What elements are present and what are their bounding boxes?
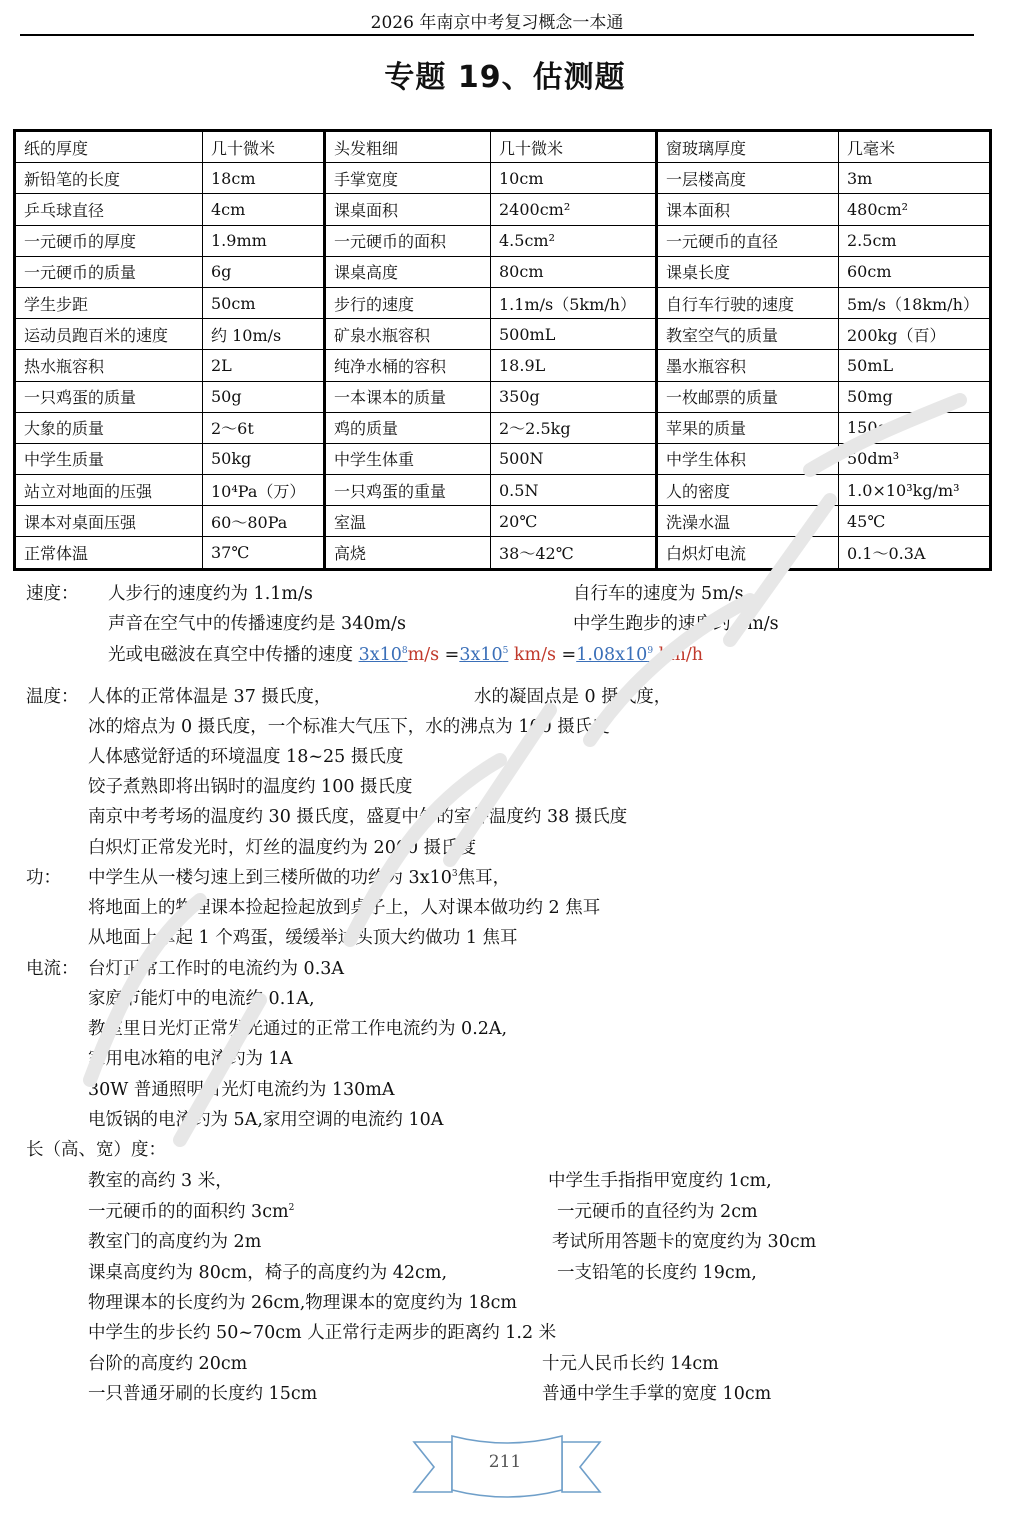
value-cell: 500N <box>491 443 657 474</box>
value-cell: 5m/s（18km/h） <box>839 287 991 318</box>
item-cell: 教室空气的质量 <box>657 319 839 350</box>
eq-2: = <box>555 645 577 665</box>
value-cell: 50mL <box>839 350 991 381</box>
length-line-1b: 中学生手指指甲宽度约 1cm, <box>548 1171 772 1191</box>
table-row <box>15 287 991 318</box>
item-cell: 窗玻璃厚度 <box>657 131 839 163</box>
light-speed-exp-3: 9 <box>647 646 654 656</box>
value-cell: 50kg <box>203 443 325 474</box>
item-cell: 纯净水桶的容积 <box>325 350 491 381</box>
item-cell: 人的密度 <box>657 475 839 506</box>
value-cell: 50cm <box>203 287 325 318</box>
item-cell: 高烧 <box>325 537 491 569</box>
table-row <box>15 225 991 256</box>
value-cell: 几十微米 <box>491 131 657 163</box>
light-speed-value-2 <box>459 645 508 665</box>
work-line-3: 从地面上拿起 1 个鸡蛋，缓缓举过头顶大约做功 1 焦耳 <box>88 928 518 948</box>
item-cell: 大象的质量 <box>15 412 203 443</box>
length-line-8b: 普通中学生手掌的宽度 10cm <box>542 1384 772 1404</box>
item-cell: 一只鸡蛋的质量 <box>15 381 203 412</box>
item-cell: 矿泉水瓶容积 <box>325 319 491 350</box>
item-cell: 一元硬币的直径 <box>657 225 839 256</box>
value-cell: 50dm³ <box>839 443 991 474</box>
light-speed-unit-2: km/s <box>513 645 556 665</box>
table-row <box>15 506 991 537</box>
item-cell: 纸的厚度 <box>15 131 203 163</box>
item-cell: 鸡的质量 <box>325 412 491 443</box>
value-cell: 0.1～0.3A <box>839 537 991 569</box>
item-cell: 乒乓球直径 <box>15 194 203 225</box>
temp-line-4: 饺子煮熟即将出锅时的温度约 100 摄氏度 <box>88 777 413 797</box>
estimation-table-body <box>15 131 991 570</box>
item-cell: 运动员跑百米的速度 <box>15 319 203 350</box>
current-line-5: 30W 普通照明日光灯电流约为 130mA <box>88 1080 395 1100</box>
item-cell: 热水瓶容积 <box>15 350 203 381</box>
item-cell: 墨水瓶容积 <box>657 350 839 381</box>
table-row <box>15 256 991 287</box>
value-cell: 18cm <box>203 163 325 194</box>
speed-line-3 <box>108 647 703 665</box>
length-line-8a: 一只普通牙刷的长度约 15cm <box>88 1384 318 1404</box>
current-line-2: 家庭节能灯中的电流约 0.1A, <box>88 989 315 1009</box>
value-cell: 200kg（百） <box>839 319 991 350</box>
value-cell: 45℃ <box>839 506 991 537</box>
table-row <box>15 163 991 194</box>
light-speed-value-1 <box>359 645 408 665</box>
header-rule <box>20 34 974 36</box>
light-speed-base-3: 1.08x10 <box>576 645 648 665</box>
table-row <box>15 319 991 350</box>
value-cell: 500mL <box>491 319 657 350</box>
speed-label: 速度： <box>26 584 79 604</box>
value-cell: 6g <box>203 256 325 287</box>
length-line-7b: 十元人民币长约 14cm <box>542 1354 719 1374</box>
work-label: 功： <box>26 868 61 888</box>
speed-line-2b: 中学生跑步的速度约 4m/s <box>573 614 779 634</box>
item-cell: 课桌面积 <box>325 194 491 225</box>
table-row <box>15 475 991 506</box>
item-cell: 课本面积 <box>657 194 839 225</box>
work-line-1-exp: 3 <box>451 869 458 879</box>
item-cell: 新铅笔的长度 <box>15 163 203 194</box>
temp-line-1b: 水的凝固点是 0 摄氏度， <box>474 687 672 707</box>
length-line-2b: 一元硬币的直径约为 2cm <box>557 1202 758 1222</box>
speed-line-1a: 人步行的速度约为 1.1m/s <box>108 584 313 604</box>
current-line-4: 家用电冰箱的电流约为 1A <box>88 1049 293 1069</box>
light-speed-exp-1: 8 <box>401 646 408 656</box>
estimation-table <box>13 129 992 571</box>
running-header: 2026 年南京中考复习概念一本通 <box>370 13 624 33</box>
light-speed-base-1: 3x10 <box>358 645 402 665</box>
item-cell: 步行的速度 <box>325 287 491 318</box>
value-cell: 2.5cm <box>839 225 991 256</box>
value-cell: 38～42℃ <box>491 537 657 569</box>
length-line-2a-text: 一元硬币的的面积约 3cm <box>88 1202 289 1222</box>
temp-line-5: 南京中考考场的温度约 30 摄氏度，盛夏中午的室外温度约 38 摄氏度 <box>88 807 628 827</box>
item-cell: 室温 <box>325 506 491 537</box>
work-line-2: 将地面上的物理课本捡起捡起放到桌子上，人对课本做功约 2 焦耳 <box>88 898 601 918</box>
value-cell: 1.1m/s（5km/h） <box>491 287 657 318</box>
length-line-2a <box>88 1204 294 1222</box>
value-cell: 18.9L <box>491 350 657 381</box>
item-cell: 一元硬币的厚度 <box>15 225 203 256</box>
length-label: 长（高、宽）度： <box>26 1140 166 1160</box>
light-speed-exp-2: 5 <box>502 646 509 656</box>
length-line-3b: 考试所用答题卡的宽度约为 30cm <box>552 1232 817 1252</box>
temp-line-6: 白炽灯正常发光时，灯丝的温度约为 2000 摄氏度 <box>88 838 477 858</box>
speed-line-2a: 声音在空气中的传播速度约是 340m/s <box>108 614 406 634</box>
value-cell: 350g <box>491 381 657 412</box>
length-line-4b: 一支铅笔的长度约 19cm, <box>557 1263 757 1283</box>
item-cell: 正常体温 <box>15 537 203 569</box>
value-cell: 480cm² <box>839 194 991 225</box>
page-title: 专题 19、估测题 <box>384 60 626 95</box>
value-cell: 50mg <box>839 381 991 412</box>
value-cell: 37℃ <box>203 537 325 569</box>
item-cell: 站立对地面的压强 <box>15 475 203 506</box>
length-line-4a: 课桌高度约为 80cm，椅子的高度约为 42cm, <box>88 1263 448 1283</box>
table-row <box>15 194 991 225</box>
work-line-1-text: 中学生从一楼匀速上到三楼所做的功约为 3x10 <box>88 868 452 888</box>
item-cell: 课桌长度 <box>657 256 839 287</box>
current-label: 电流： <box>26 959 79 979</box>
table-row <box>15 412 991 443</box>
value-cell: 约 10m/s <box>203 319 325 350</box>
light-speed-base-2: 3x10 <box>459 645 503 665</box>
item-cell: 一枚邮票的质量 <box>657 381 839 412</box>
value-cell: 1.0×10³kg/m³ <box>839 475 991 506</box>
table-row <box>15 443 991 474</box>
page-number: 211 <box>488 1452 522 1472</box>
item-cell: 中学生质量 <box>15 443 203 474</box>
value-cell: 60cm <box>839 256 991 287</box>
value-cell: 150g <box>839 412 991 443</box>
item-cell: 一本课本的质量 <box>325 381 491 412</box>
speed-line-3-prefix: 光或电磁波在真空中传播的速度 <box>108 645 353 665</box>
item-cell: 一元硬币的质量 <box>15 256 203 287</box>
value-cell: 2L <box>203 350 325 381</box>
temp-line-2: 冰的熔点为 0 摄氏度，一个标准大气压下，水的沸点为 100 摄氏度 <box>88 717 610 737</box>
value-cell: 80cm <box>491 256 657 287</box>
temp-line-1a: 人体的正常体温是 37 摄氏度， <box>88 687 332 707</box>
light-speed-unit-3: km/h <box>658 645 704 665</box>
value-cell: 2～6t <box>203 412 325 443</box>
table-row <box>15 131 991 163</box>
length-line-1a: 教室的高约 3 米， <box>88 1171 233 1191</box>
length-line-3a: 教室门的高度约为 2m <box>88 1232 262 1252</box>
light-speed-value-3 <box>576 645 653 665</box>
temp-line-3: 人体感觉舒适的环境温度 18~25 摄氏度 <box>88 747 404 767</box>
eq-1: = <box>439 645 460 665</box>
value-cell: 0.5N <box>491 475 657 506</box>
length-line-6: 中学生的步长约 50~70cm 人正常行走两步的距离约 1.2 米 <box>88 1323 557 1343</box>
temp-label: 温度： <box>26 687 79 707</box>
table-row <box>15 381 991 412</box>
light-speed-unit-1: m/s <box>407 645 440 665</box>
value-cell: 20℃ <box>491 506 657 537</box>
item-cell: 课本对桌面压强 <box>15 506 203 537</box>
value-cell: 4cm <box>203 194 325 225</box>
value-cell: 2～2.5kg <box>491 412 657 443</box>
value-cell: 2400cm² <box>491 194 657 225</box>
value-cell: 4.5cm² <box>491 225 657 256</box>
item-cell: 一层楼高度 <box>657 163 839 194</box>
item-cell: 中学生体积 <box>657 443 839 474</box>
item-cell: 一元硬币的面积 <box>325 225 491 256</box>
value-cell: 10⁴Pa（万） <box>203 475 325 506</box>
item-cell: 中学生体重 <box>325 443 491 474</box>
item-cell: 洗澡水温 <box>657 506 839 537</box>
speed-line-1b: 自行车的速度为 5m/s <box>573 584 744 604</box>
value-cell: 10cm <box>491 163 657 194</box>
item-cell: 手掌宽度 <box>325 163 491 194</box>
item-cell: 自行车行驶的速度 <box>657 287 839 318</box>
item-cell: 学生步距 <box>15 287 203 318</box>
length-line-7a: 台阶的高度约 20cm <box>88 1354 248 1374</box>
item-cell: 课桌高度 <box>325 256 491 287</box>
item-cell: 一只鸡蛋的重量 <box>325 475 491 506</box>
value-cell: 50g <box>203 381 325 412</box>
current-line-1: 台灯正常工作时的电流约为 0.3A <box>88 959 345 979</box>
value-cell: 1.9mm <box>203 225 325 256</box>
table-row <box>15 350 991 381</box>
work-line-1 <box>88 870 510 888</box>
current-line-3: 教室里日光灯正常发光通过的正常工作电流约为 0.2A, <box>88 1019 508 1039</box>
work-line-1-unit: 焦耳， <box>457 868 511 888</box>
item-cell: 苹果的质量 <box>657 412 839 443</box>
value-cell: 3m <box>839 163 991 194</box>
length-line-5: 物理课本的长度约为 26cm,物理课本的宽度约为 18cm <box>88 1293 518 1313</box>
value-cell: 60～80Pa <box>203 506 325 537</box>
item-cell: 白炽灯电流 <box>657 537 839 569</box>
item-cell: 头发粗细 <box>325 131 491 163</box>
value-cell: 几十微米 <box>203 131 325 163</box>
length-line-2a-exp: 2 <box>288 1203 295 1213</box>
current-line-6: 电饭锅的电流约为 5A,家用空调的电流约 10A <box>88 1110 444 1130</box>
table-row <box>15 537 991 569</box>
value-cell: 几毫米 <box>839 131 991 163</box>
